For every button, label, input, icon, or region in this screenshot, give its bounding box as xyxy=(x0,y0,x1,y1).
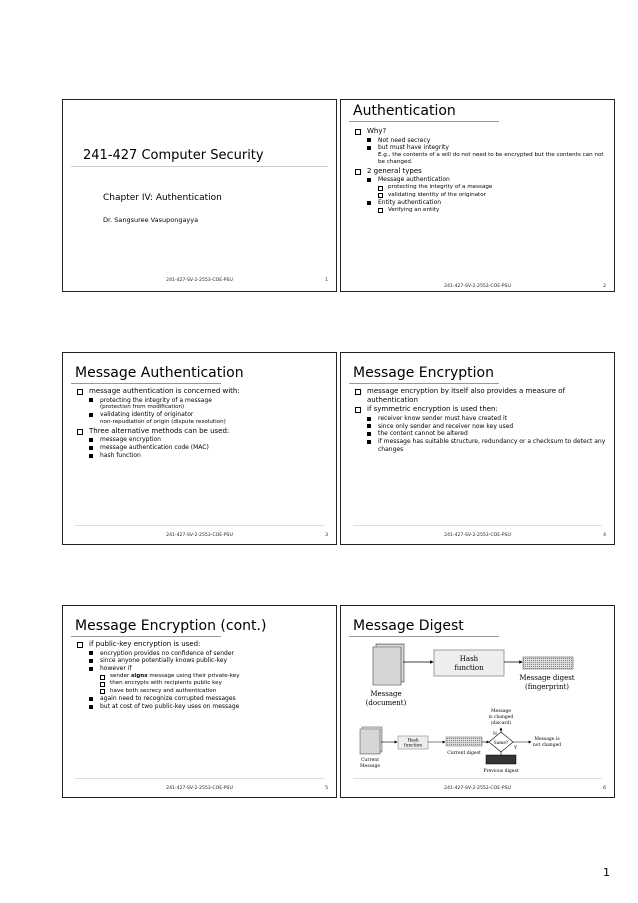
slide-1 xyxy=(62,99,337,292)
list-item: message authentication is concerned with: protecting the integrity of a message (protection from modification) validating identity of originator non-repudiation of origin (dispute resolution) xyxy=(77,387,328,426)
fig-label: Message is xyxy=(534,737,560,742)
slide-number: 5 xyxy=(325,786,328,791)
list-item: Three alternative methods can be used: message encryption message authentication code (MAC) hash function xyxy=(77,427,328,460)
slide-title: 241-427 Computer Security xyxy=(83,148,264,163)
slide-footer: 241-427-SV-2-2553-COE-PSU xyxy=(444,533,511,538)
list-item: Not need secrecy xyxy=(367,137,606,145)
list-item: however if sender signs message using their private-key then encrypts with recipients public key have both secrecy and authentication xyxy=(89,665,328,695)
fig-label: (discard) xyxy=(490,721,512,726)
title-underline xyxy=(71,383,221,384)
fig-label: Y xyxy=(514,746,517,751)
list-item: if symmetric encryption is used then: receiver know sender must have created it since only sender and receiver now key used the content cannot be altered if message has suitable structure, redundancy or a checksum to detect any changes xyxy=(355,405,606,454)
slide-6 xyxy=(340,605,615,798)
list-item: have both secrecy and authentication xyxy=(100,688,328,695)
title-underline xyxy=(349,383,499,384)
fig-label: Message digest xyxy=(519,674,575,682)
fig-label: (document) xyxy=(365,699,407,707)
previous-digest-box xyxy=(486,755,516,764)
fig-label: is changed xyxy=(488,715,514,720)
slide-footer: 241-427-SV-2-2553-COE-PSU xyxy=(444,284,511,289)
list-item: protecting the integrity of a message xyxy=(378,184,606,191)
list-item: then encrypts with recipients public key xyxy=(100,680,328,687)
slide-footer: 241-427-SV-2-2553-COE-PSU xyxy=(166,786,233,791)
list-item: sender signs message using their private-key xyxy=(100,673,328,680)
slide-2 xyxy=(340,99,615,292)
list-item: Verifying an entity xyxy=(378,207,606,214)
list-item: Entity authentication Verifying an entity xyxy=(367,199,606,214)
fig-label: Message xyxy=(490,709,512,714)
digest-box xyxy=(523,657,573,669)
slide-5 xyxy=(62,605,337,798)
list-item: again need to recognize corrupted messages xyxy=(89,695,328,703)
slide-footer: 241-427-SV-2-2553-COE-PSU xyxy=(166,533,233,538)
slide-number: 1 xyxy=(325,278,328,283)
list-item: message encryption by itself also provides a measure of authentication xyxy=(355,387,606,404)
author: Dr. Sangsuree Vasupongayya xyxy=(103,216,199,224)
list-item: validating identity of the originator xyxy=(378,192,606,199)
bullet-list xyxy=(77,387,328,461)
divider xyxy=(71,166,328,167)
list-item: since anyone potentially knows public-key xyxy=(89,657,328,665)
slide-number: 4 xyxy=(603,533,606,538)
fig-label: Message xyxy=(370,690,402,698)
fig-label: function xyxy=(454,664,484,672)
fig-label: not changed xyxy=(532,743,562,748)
slide-title: Authentication xyxy=(353,103,456,119)
list-item: validating identity of originator non-repudiation of origin (dispute resolution) xyxy=(89,411,328,426)
list-item: Why? Not need secrecy but must have integrity E.g., the contents of a will do not need to be encrypted but the contents can not be changed. xyxy=(355,127,606,166)
title-underline xyxy=(349,121,499,122)
fig-label: Hash xyxy=(407,738,419,744)
slide-3 xyxy=(62,352,337,545)
page-number: 1 xyxy=(603,866,610,879)
list-item: message encryption xyxy=(89,436,328,444)
bullet-list xyxy=(355,387,606,455)
fig-label: function xyxy=(404,743,422,749)
note-text: E.g., the contents of a will do not need to be encrypted but the contents can not be changed. xyxy=(378,152,604,165)
message-digest-diagram xyxy=(341,640,616,780)
list-item: 2 general types Message authentication protecting the integrity of a message validating identity of the originator Entity authentication Verifying an entity xyxy=(355,167,606,214)
list-item: Message authentication protecting the integrity of a message validating identity of the originator xyxy=(367,176,606,199)
list-item: protecting the integrity of a message (protection from modification) xyxy=(89,397,328,412)
document-icon xyxy=(373,644,404,685)
list-item: since only sender and receiver now key used xyxy=(367,423,606,431)
fig-label: Message xyxy=(359,764,381,769)
bullet-list xyxy=(355,127,606,215)
title-underline xyxy=(349,636,499,637)
fig-label: Previous digest xyxy=(483,769,519,774)
chapter-title: Chapter IV: Authentication xyxy=(103,193,222,203)
footer-rule xyxy=(353,525,602,526)
slide-number: 6 xyxy=(603,786,606,791)
slide-title: Message Encryption xyxy=(353,365,494,381)
hash-function-box xyxy=(434,650,504,676)
list-item: if public-key encryption is used: encryption provides no confidence of sender since anyone potentially knows public-key however if sender signs message using their private-key then encrypts with recipients public key have both secrecy and authentication again need to recognize corrupted messages but at cost of two public-key uses on message xyxy=(77,640,328,711)
list-item: the content cannot be altered xyxy=(367,430,606,438)
list-item: but at cost of two public-key uses on message xyxy=(89,703,328,711)
list-item: if message has suitable structure, redundancy or a checksum to detect any changes xyxy=(367,438,606,454)
fig-label: (fingerprint) xyxy=(525,683,569,691)
fig-label: N xyxy=(493,732,497,737)
slide-footer: 241-427-SV-2-2553-COE-PSU xyxy=(444,786,511,791)
list-item: encryption provides no confidence of sender xyxy=(89,650,328,658)
fig-label: Current xyxy=(360,758,380,763)
bullet-list xyxy=(77,640,328,712)
slide-title: Message Authentication xyxy=(75,365,244,381)
slide-title: Message Encryption (cont.) xyxy=(75,618,267,634)
list-item: message authentication code (MAC) xyxy=(89,444,328,452)
list-item: hash function xyxy=(89,452,328,460)
footer-rule xyxy=(75,778,324,779)
footer-rule xyxy=(75,525,324,526)
fig-label: Hash xyxy=(459,655,479,663)
slide-4 xyxy=(340,352,615,545)
slide-number: 2 xyxy=(603,284,606,289)
fig-label: Current digest xyxy=(447,751,481,756)
footer-rule xyxy=(353,778,602,779)
list-item: but must have integrity E.g., the contents of a will do not need to be encrypted but the contents can not be changed. xyxy=(367,144,606,165)
slide-title: Message Digest xyxy=(353,618,464,634)
list-item: receiver know sender must have created it xyxy=(367,415,606,423)
fig-label: Same? xyxy=(493,741,509,746)
slide-number: 3 xyxy=(325,533,328,538)
title-underline xyxy=(71,636,221,637)
current-digest-box xyxy=(446,737,482,746)
slide-footer: 241-427-SV-2-2553-COE-PSU xyxy=(166,278,233,283)
document-icon xyxy=(360,727,382,754)
